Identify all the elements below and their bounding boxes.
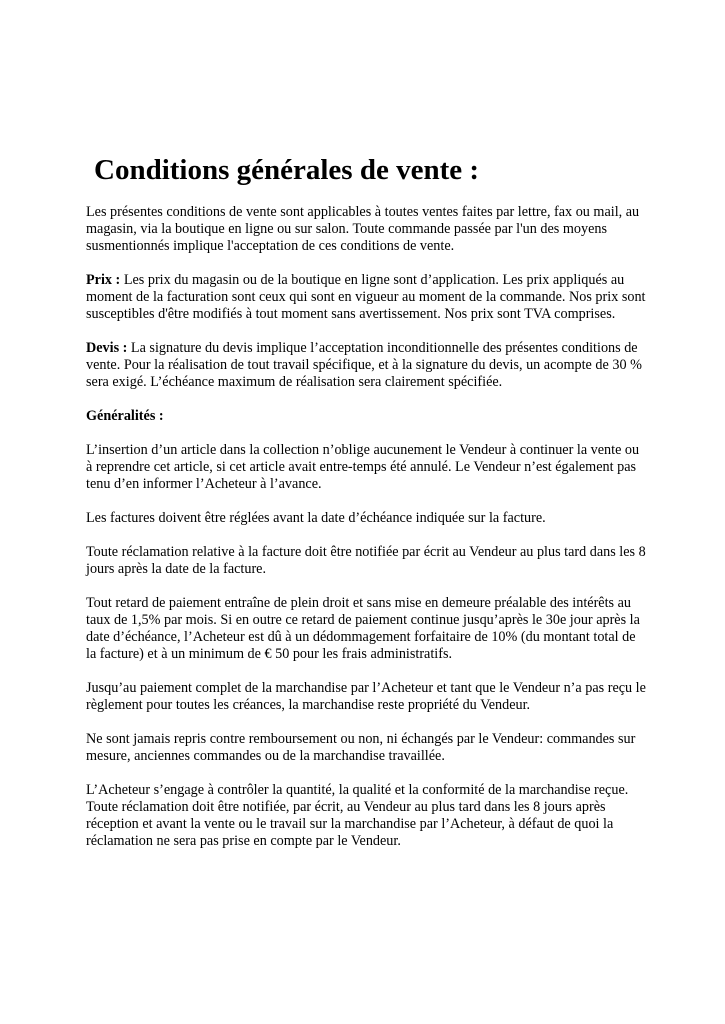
devis-label: Devis : [86, 340, 128, 356]
generalites-paragraph: Ne sont jamais repris contre remboursement ou non, ni échangés par le Vendeur: commandes sur mesure, anciennes commandes ou de la marchandise travaillée. [86, 731, 636, 764]
generalites-paragraph: Toute réclamation relative à la facture doit être notifiée par écrit au Vendeur au plus tard dans les 8 jours après la date de la facture. [86, 544, 646, 577]
prix-label: Prix : [86, 272, 121, 288]
devis-text: La signature du devis implique l’acceptation inconditionnelle des présentes conditions de vente. Pour la réalisation de tout travail spécifique, et à la signature du devis, un acompte de 30 % sera exigé. L’échéance maximum de réalisation sera clairement spécifiée. [86, 340, 642, 390]
page-title: Conditions générales de vente : [94, 154, 480, 186]
intro-paragraph: Les présentes conditions de vente sont applicables à toutes ventes faites par lettre, fax ou mail, au magasin, via la boutique en ligne ou sur salon. Toute commande passée par l'un des moyens susmentionnés implique l'acceptation de ces conditions de vente. [86, 204, 640, 254]
document-body [86, 204, 646, 867]
generalites-heading: Généralités : [86, 408, 164, 424]
prix-paragraph [86, 272, 646, 323]
devis-paragraph [86, 340, 646, 391]
generalites-paragraph: Jusqu’au paiement complet de la marchandise par l’Acheteur et tant que le Vendeur n’a pas reçu le règlement pour toutes les créances, la marchandise reste propriété du Vendeur. [86, 680, 646, 713]
generalites-paragraph: Tout retard de paiement entraîne de plein droit et sans mise en demeure préalable des intérêts au taux de 1,5% par mois. Si en outre ce retard de paiement continue jusqu’après le 30e jour après la date d’échéance, l’Acheteur est dû à un dédommagement forfaitaire de 10% (du montant total de la facture) et à un minimum de € 50 pour les frais administratifs. [86, 595, 640, 662]
generalites-paragraph: L’Acheteur s’engage à contrôler la quantité, la qualité et la conformité de la marchandise reçue. Toute réclamation doit être notifiée, par écrit, au Vendeur au plus tard dans les 8 jours après réception et avant la vente ou le travail sur la marchandise par l’Acheteur, à défaut de quoi la réclamation ne sera pas prise en compte par le Vendeur. [86, 782, 629, 849]
generalites-paragraph: L’insertion d’un article dans la collection n’oblige aucunement le Vendeur à continuer la vente ou à reprendre cet article, si cet article avait entre-temps été annulé. Le Vendeur n’est également pas tenu d’en informer l’Acheteur à l’avance. [86, 442, 640, 492]
prix-text: Les prix du magasin ou de la boutique en ligne sont d’application. Les prix appliqués au moment de la facturation sont ceux qui sont en vigueur au moment de la commande. Nos prix sont susceptibles d'être modifiés à tout moment sans avertissement. Nos prix sont TVA comprises. [86, 272, 646, 322]
generalites-paragraph: Les factures doivent être réglées avant la date d’échéance indiquée sur la facture. [86, 510, 546, 526]
